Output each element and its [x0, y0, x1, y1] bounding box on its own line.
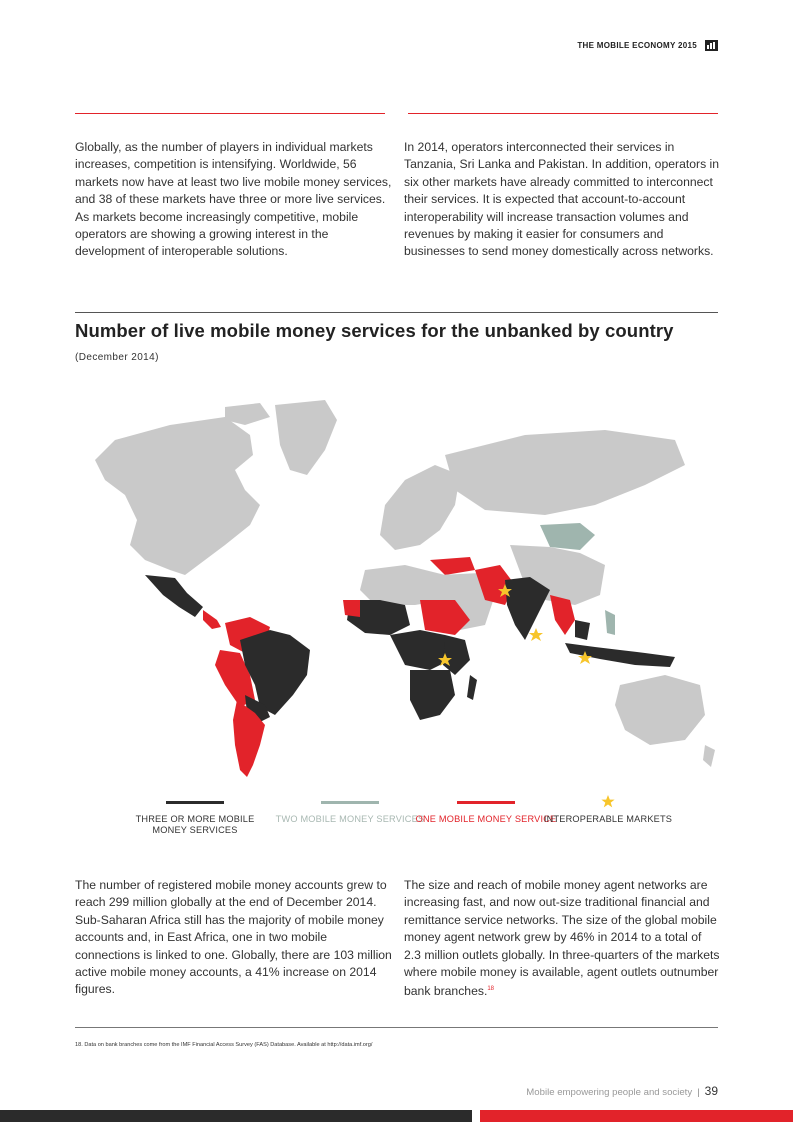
divider-chart-top — [75, 312, 718, 313]
body-paragraph-left: The number of registered mobile money accounts grew to reach 299 million globally at the end of December 2014. Sub-Saharan Africa still has the majority of mobile money accounts and, in East Africa, one in two mobile connections is linked to one. Globally, there are 103 million active mobile money accounts, a 41% increase on 2014 figures. — [75, 878, 392, 997]
map-southern-africa — [410, 670, 455, 720]
map-west-africa-one — [343, 600, 360, 617]
legend-interoperable — [533, 801, 683, 825]
legend-label-one: ONE MOBILE MONEY SERVICE — [415, 814, 557, 824]
map-north-africa — [360, 565, 445, 605]
world-map — [75, 395, 718, 785]
gsma-logo-icon — [705, 40, 718, 51]
legend-swatch-one — [457, 801, 515, 804]
intro-paragraph-left: Globally, as the number of players in individual markets increases, competition is intensifying. Worldwide, 56 markets now have at least two live mobile money services, and 38 of these markets have three or more live services. As markets become increasingly competitive, mobile operators are showing a growing interest in the development of interoperable solutions. — [75, 140, 392, 259]
map-europe — [380, 465, 460, 550]
map-new-zealand — [703, 745, 715, 767]
map-arctic-islands — [225, 403, 270, 425]
footer-bar-dark — [0, 1110, 472, 1122]
legend-swatch-three — [166, 801, 224, 804]
map-greenland — [275, 400, 337, 475]
divider-red-right — [408, 113, 718, 114]
map-india — [505, 577, 550, 640]
body-paragraph-right — [404, 877, 720, 1001]
body-paragraph-right-text: The size and reach of mobile money agent networks are increasing fast, and now out-size traditional financial and remittance service networks. The size of the global mobile money agent network grew by 46% in 2014 to a total of 2.3 million outlets globally. In three-quarters of the markets where mobile money is available, agent outlets outnumber bank branches. — [404, 878, 720, 999]
divider-red-left — [75, 113, 385, 114]
map-mongolia — [540, 523, 595, 550]
map-philippines — [605, 610, 615, 635]
legend-swatch-two — [321, 801, 379, 804]
map-central-america — [203, 610, 221, 629]
footer-bar-red — [480, 1110, 793, 1122]
map-australia — [615, 675, 705, 745]
chart-subtitle: (December 2014) — [75, 352, 159, 363]
star-icon — [601, 795, 615, 809]
divider-footnote — [75, 1027, 718, 1028]
legend-label-three: THREE OR MORE MOBILE MONEY SERVICES — [135, 814, 255, 835]
legend-two — [275, 801, 425, 825]
map-north-america — [95, 417, 260, 575]
legend-label-two: TWO MOBILE MONEY SERVICES — [275, 814, 425, 824]
map-east-africa — [443, 635, 470, 675]
map-cambodia — [575, 620, 590, 640]
footer-tagline: Mobile empowering people and society — [526, 1087, 693, 1098]
footnote: 18. Data on bank branches come from the IMF Financial Access Survey (FAS) Database. Available at http://data.imf.org/ — [75, 1042, 373, 1048]
legend-label-interoperable: INTEROPERABLE MARKETS — [543, 814, 673, 824]
legend-three-or-more — [120, 801, 270, 836]
header-title: THE MOBILE ECONOMY 2015 — [577, 41, 697, 50]
star-sri-lanka — [529, 628, 543, 641]
map-turkey — [430, 557, 475, 575]
map-russia — [445, 430, 685, 515]
page-number: 39 — [704, 1084, 718, 1098]
intro-paragraph-right: In 2014, operators interconnected their services in Tanzania, Sri Lanka and Pakistan. In addition, operators in six other markets have already committed to interconnect their services. It is expected that account-to-account interoperability will increase transaction volumes and revenues by making it easier for consumers and businesses to send money domestically across networks. — [404, 140, 720, 259]
map-madagascar — [467, 675, 477, 700]
page-footer — [526, 1084, 718, 1098]
chart-title: Number of live mobile money services for the unbanked by country — [75, 320, 674, 341]
map-mexico — [145, 575, 203, 617]
footer-separator: | — [697, 1087, 700, 1098]
footnote-ref[interactable]: 18 — [487, 986, 495, 993]
map-indonesia — [565, 643, 675, 667]
